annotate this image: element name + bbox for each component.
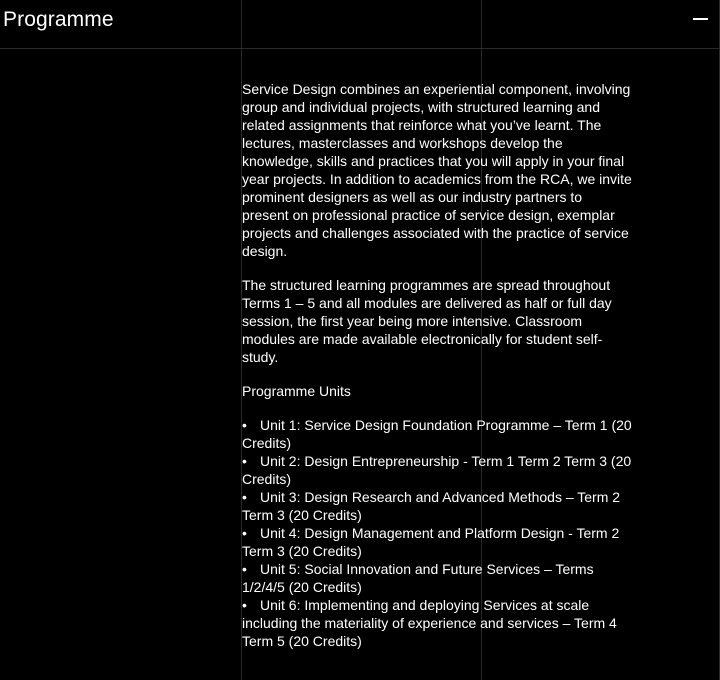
unit-text: Unit 4: Design Management and Platform Design - Term 2 Term 3 (20 Credits) (242, 525, 620, 559)
bullet-icon: • (242, 489, 247, 505)
list-item (242, 560, 632, 596)
bullet-icon: • (242, 453, 247, 469)
unit-text: Unit 2: Design Entrepreneurship - Term 1 Term 2 Term 3 (20 Credits) (242, 453, 632, 487)
list-item (242, 416, 632, 452)
unit-text: Unit 3: Design Research and Advanced Methods – Term 2 Term 3 (20 Credits) (242, 489, 621, 523)
unit-text: Unit 1: Service Design Foundation Programme – Term 1 (20 Credits) (242, 417, 632, 451)
schedule-paragraph: The structured learning programmes are spread throughout Terms 1 – 5 and all modules are delivered as half or full day session, the first year being more intensive. Classroom modules are made available electronically for student self-study. (242, 277, 612, 365)
list-item (242, 596, 632, 650)
accordion-content (242, 80, 632, 650)
list-item (242, 452, 632, 488)
minus-icon (693, 18, 708, 20)
units-heading: Programme Units (242, 383, 351, 399)
bullet-icon: • (242, 561, 247, 577)
list-item (242, 524, 632, 560)
section-title: Programme (3, 8, 114, 31)
collapse-button[interactable] (688, 8, 712, 32)
bullet-icon: • (242, 525, 247, 541)
list-item (242, 488, 632, 524)
bullet-icon: • (242, 417, 247, 433)
unit-text: Unit 6: Implementing and deploying Services at scale including the materiality of experience and services – Term 4 Term 5 (20 Credits) (242, 597, 617, 649)
bullet-icon: • (242, 597, 247, 613)
units-list (242, 416, 632, 650)
accordion-header[interactable] (0, 0, 720, 49)
unit-text: Unit 5: Social Innovation and Future Services – Terms 1/2/4/5 (20 Credits) (242, 561, 594, 595)
intro-paragraph: Service Design combines an experiential component, involving group and individual projects, with structured learning and related assignments that reinforce what you’ve learnt. The lectures, masterclasses and workshops develop the knowledge, skills and practices that you will apply in your final year projects. In addition to academics from the RCA, we invite prominent designers as well as our industry partners to present on professional practice of service design, exemplar projects and challenges associated with the practice of service design. (242, 81, 632, 259)
